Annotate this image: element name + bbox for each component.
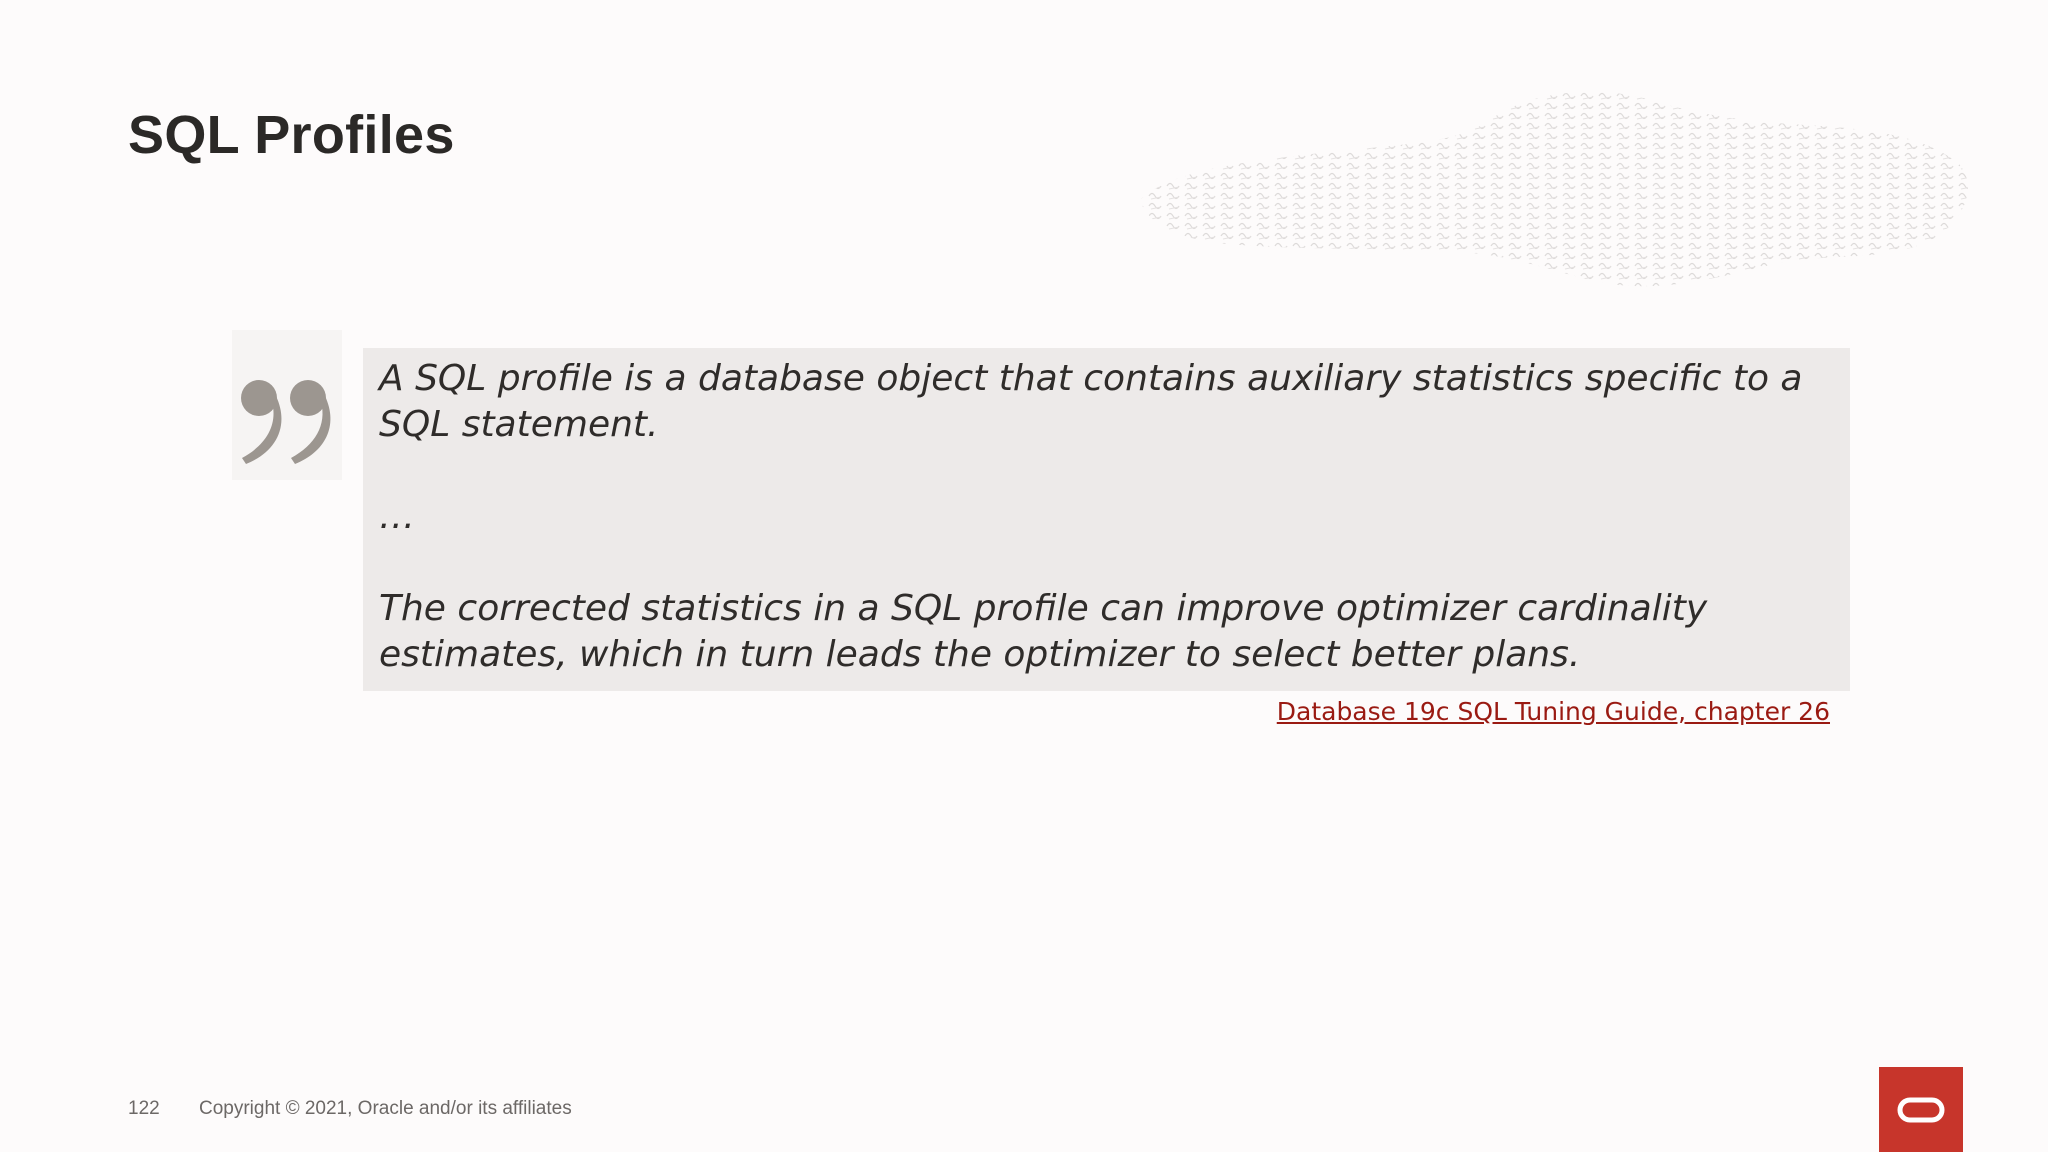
quote-paragraph-2: The corrected statistics in a SQL profile can improve optimizer cardinality estimates, which in turn leads the optimizer to select better plans. bbox=[379, 588, 1708, 675]
closing-quote-icon bbox=[232, 330, 342, 480]
quote-paragraph-1: A SQL profile is a database object that contains auxiliary statistics specific to a SQL statement. bbox=[379, 358, 1803, 445]
page-number: 122 bbox=[128, 1098, 160, 1119]
text-texture-decoration bbox=[1130, 80, 1970, 300]
quote-ellipsis: … bbox=[379, 496, 415, 537]
oracle-logo-icon bbox=[1879, 1067, 1963, 1152]
copyright-text: Copyright © 2021, Oracle and/or its affiliates bbox=[198, 1098, 572, 1119]
quote-block bbox=[363, 348, 1850, 691]
page-title: SQL Profiles bbox=[128, 105, 455, 165]
footer bbox=[128, 1098, 572, 1120]
source-link[interactable]: Database 19c SQL Tuning Guide, chapter 26 bbox=[1276, 697, 1830, 726]
